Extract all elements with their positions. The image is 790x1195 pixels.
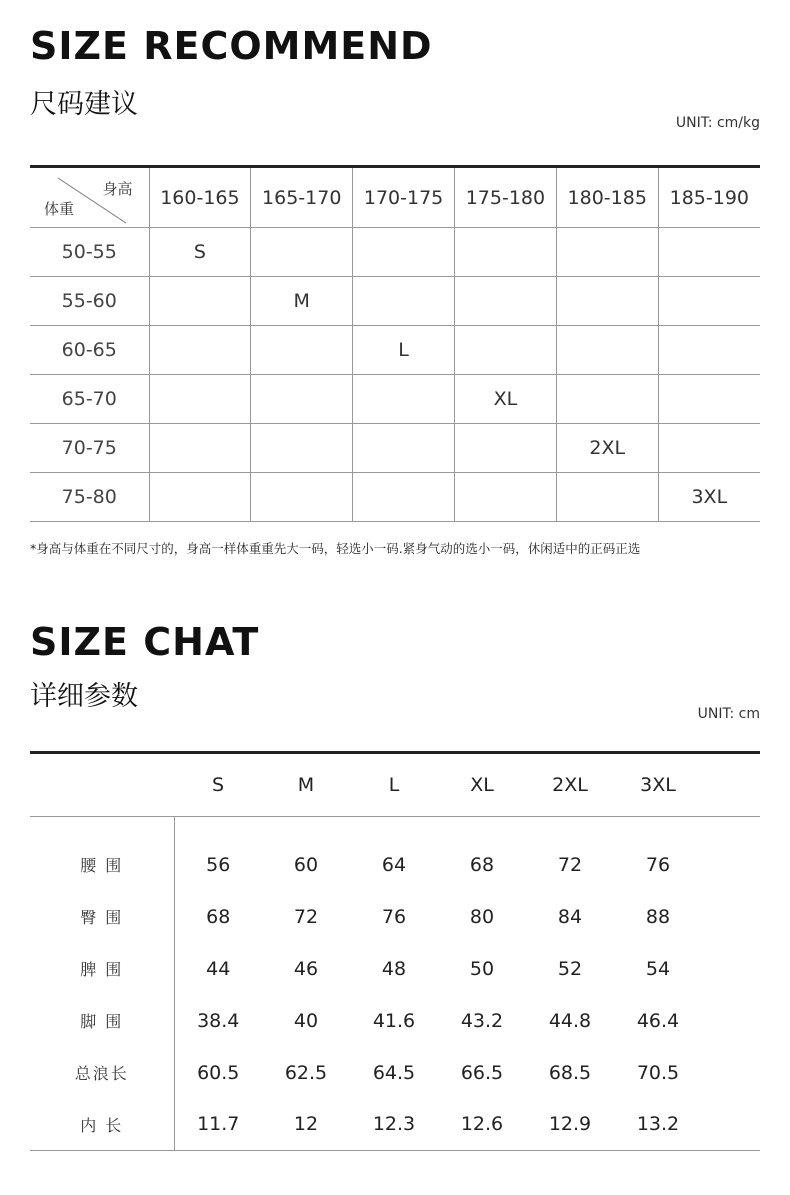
table-row: [30, 1099, 760, 1151]
value-cell: 50: [469, 957, 495, 980]
size-cell: [251, 228, 353, 277]
size-recommend-unit: UNIT: cm/kg: [675, 115, 760, 131]
size-recommend-table: [30, 165, 760, 522]
table-row: [30, 891, 760, 943]
size-cell: [353, 375, 455, 424]
size-cell: [149, 375, 251, 424]
size-cell: [353, 424, 455, 473]
value-cell: 11.7: [174, 1099, 262, 1151]
size-column-header: 2XL: [526, 753, 614, 817]
size-cell: [353, 228, 455, 277]
value-cell: 64: [381, 853, 407, 876]
table-row: [30, 1047, 760, 1099]
size-cell: [658, 375, 760, 424]
empty-header-cell: [702, 753, 760, 817]
height-column-header: 165-170: [251, 167, 353, 228]
value-cell: 52: [557, 957, 583, 980]
empty-cell: [702, 1047, 760, 1099]
empty-cell: [702, 995, 760, 1047]
size-cell: [658, 326, 760, 375]
size-cell: [149, 473, 251, 522]
value-cell: 12.9: [526, 1099, 614, 1151]
value-cell: 12.6: [438, 1099, 526, 1151]
table-row: [30, 817, 760, 891]
value-cell: 43.2: [460, 1009, 504, 1032]
value-cell: 38.4: [197, 1009, 240, 1032]
header-row: [30, 167, 760, 228]
measurement-label: 脚 围: [30, 995, 174, 1047]
size-cell: [454, 277, 556, 326]
size-cell: [658, 424, 760, 473]
size-chart-title-cn: 详细参数: [30, 681, 138, 712]
size-cell: [556, 228, 658, 277]
value-cell: 84: [557, 905, 583, 928]
value-cell: 46: [293, 957, 319, 980]
value-cell: 56: [206, 853, 231, 876]
table-row: [30, 473, 760, 522]
size-cell: [556, 277, 658, 326]
corner-cell: [30, 167, 149, 228]
value-cell: 64.5: [372, 1061, 416, 1084]
size-cell: [658, 228, 760, 277]
table-row: [30, 375, 760, 424]
value-cell: 80: [469, 905, 495, 928]
value-cell: 40: [293, 1009, 319, 1032]
size-chart-table: [30, 751, 760, 1151]
table-row: [30, 277, 760, 326]
value-cell: 88: [645, 905, 671, 928]
value-cell: 72: [557, 853, 583, 876]
height-column-header: 185-190: [658, 167, 760, 228]
weight-row-header: 75-80: [30, 473, 149, 522]
corner-height-label: 身高: [102, 180, 133, 198]
size-cell: [251, 375, 353, 424]
measurement-label: 腰 围: [30, 817, 174, 891]
value-cell: 68.5: [548, 1061, 592, 1084]
value-cell: 60: [293, 853, 319, 876]
height-column-header: 160-165: [149, 167, 251, 228]
value-cell: 41.6: [372, 1009, 416, 1032]
value-cell: 66.5: [460, 1061, 504, 1084]
value-cell: 62.5: [284, 1061, 328, 1084]
weight-row-header: 70-75: [30, 424, 149, 473]
size-column-header: L: [350, 753, 438, 817]
value-cell: 48: [381, 957, 407, 980]
weight-row-header: 50-55: [30, 228, 149, 277]
size-cell: [251, 473, 353, 522]
value-cell: 76: [381, 905, 407, 928]
value-cell: 76: [645, 853, 671, 876]
size-cell: [149, 277, 251, 326]
value-cell: 70.5: [636, 1061, 680, 1084]
table-row: [30, 943, 760, 995]
size-column-header: XL: [438, 753, 526, 817]
size-cell: [149, 326, 251, 375]
value-cell: 13.2: [614, 1099, 702, 1151]
size-recommend-title: SIZE RECOMMEND: [30, 24, 433, 68]
value-cell: 12.3: [350, 1099, 438, 1151]
height-column-header: 180-185: [556, 167, 658, 228]
size-cell: [454, 228, 556, 277]
table-row: [30, 326, 760, 375]
header-row: [30, 753, 760, 817]
value-cell: 72: [293, 905, 319, 928]
size-note: *身高与体重在不同尺寸的，身高一样体重重先大一码，轻选小一码.紧身气动的选小一码，休闲适中的正码正选: [30, 541, 641, 556]
size-column-header: M: [262, 753, 350, 817]
size-chart-unit: UNIT: cm: [697, 706, 760, 722]
size-cell: 2XL: [556, 424, 658, 473]
size-cell: [658, 277, 760, 326]
value-cell: 46.4: [636, 1009, 680, 1032]
value-cell: 60.5: [197, 1061, 240, 1084]
table-row: [30, 995, 760, 1047]
size-column-header: 3XL: [614, 753, 702, 817]
measurement-label: 臀 围: [30, 891, 174, 943]
size-cell: [454, 424, 556, 473]
size-cell: [353, 277, 455, 326]
size-cell: [353, 473, 455, 522]
size-cell: [556, 473, 658, 522]
weight-row-header: 60-65: [30, 326, 149, 375]
height-column-header: 170-175: [353, 167, 455, 228]
size-cell: [454, 326, 556, 375]
size-cell: [454, 473, 556, 522]
size-cell: M: [251, 277, 353, 326]
size-cell: [556, 375, 658, 424]
size-cell: [251, 424, 353, 473]
value-cell: 12: [262, 1099, 350, 1151]
corner-weight-label: 体重: [44, 200, 75, 218]
size-recommend-title-cn: 尺码建议: [30, 89, 138, 120]
measurement-label: 脾 围: [30, 943, 174, 995]
value-cell: 68: [206, 905, 231, 928]
empty-cell: [702, 1099, 760, 1151]
weight-row-header: 65-70: [30, 375, 149, 424]
empty-cell: [702, 891, 760, 943]
value-cell: 68: [469, 853, 495, 876]
table-row: [30, 228, 760, 277]
size-cell: [556, 326, 658, 375]
height-column-header: 175-180: [454, 167, 556, 228]
size-cell: XL: [454, 375, 556, 424]
size-column-header: S: [174, 753, 262, 817]
size-cell: S: [149, 228, 251, 277]
size-cell: [251, 326, 353, 375]
table-row: [30, 424, 760, 473]
empty-cell: [702, 943, 760, 995]
measurement-label: 总浪长: [30, 1047, 174, 1099]
measurement-label: 内 长: [30, 1099, 174, 1151]
size-cell: L: [353, 326, 455, 375]
value-cell: 44: [206, 957, 231, 980]
weight-row-header: 55-60: [30, 277, 149, 326]
size-chart-title: SIZE CHAT: [30, 620, 260, 664]
value-cell: 54: [645, 957, 671, 980]
empty-header-cell: [30, 753, 174, 817]
empty-cell: [702, 817, 760, 891]
size-cell: 3XL: [658, 473, 760, 522]
size-cell: [149, 424, 251, 473]
value-cell: 44.8: [548, 1009, 592, 1032]
